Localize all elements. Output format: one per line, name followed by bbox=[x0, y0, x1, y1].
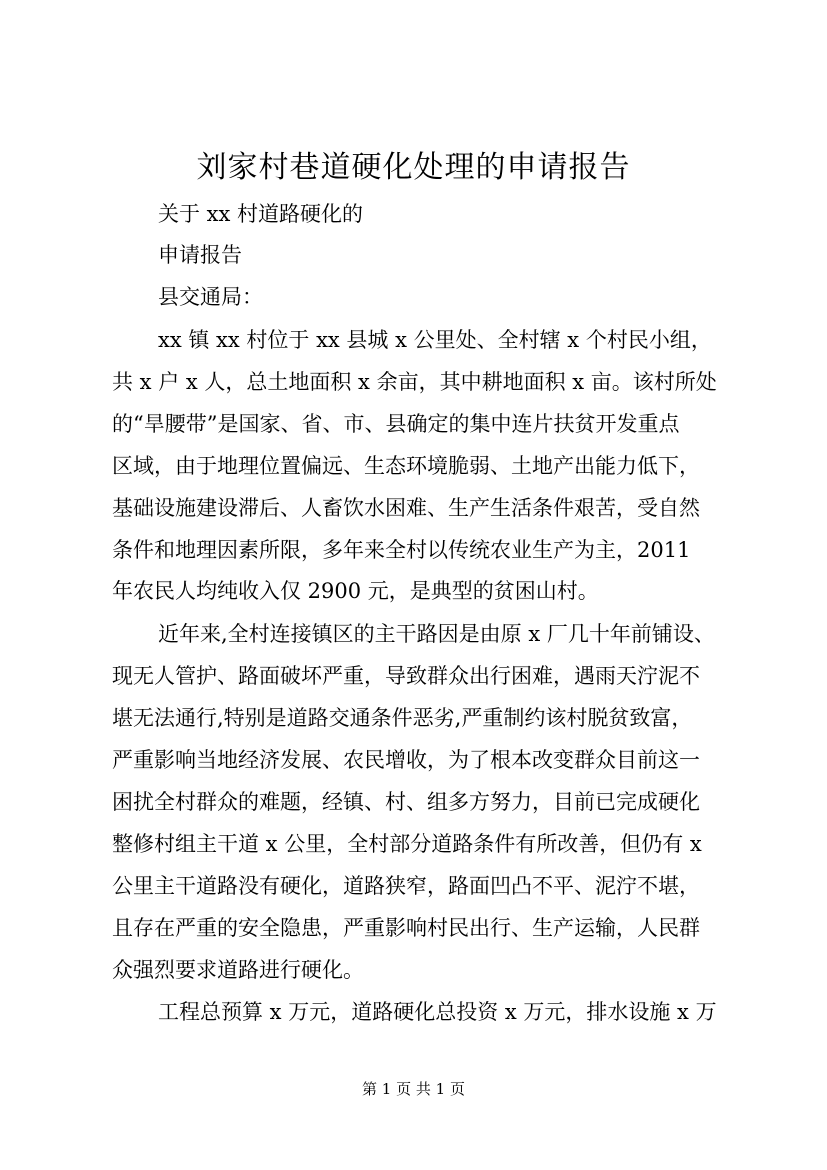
paragraph-1-line-5: 基础设施建设滞后、人畜饮水困难、生产生活条件艰苦，受自然 bbox=[112, 496, 700, 520]
body-line-1: 关于 xx 村道路硬化的 bbox=[158, 202, 364, 226]
page-number-footer: 第 1 页 共 1 页 bbox=[362, 1080, 465, 1098]
body-line-2: 申请报告 bbox=[158, 243, 242, 267]
paragraph-2-line-4: 严重影响当地经济发展、农民增收，为了根本改变群众目前这一 bbox=[112, 748, 700, 772]
paragraph-2-line-6: 整修村组主干道 x 公里，全村部分道路条件有所改善，但仍有 x bbox=[112, 832, 702, 856]
paragraph-2-line-5: 困扰全村群众的难题，经镇、村、组多方努力，目前已完成硬化 bbox=[112, 790, 700, 814]
paragraph-1-line-6: 条件和地理因素所限，多年来全村以传统农业生产为主，2011 bbox=[112, 538, 691, 562]
paragraph-1-line-2: 共 x 户 x 人，总土地面积 x 余亩，其中耕地面积 x 亩。该村所处 bbox=[112, 370, 717, 394]
paragraph-2-line-7: 公里主干道路没有硬化，道路狭窄，路面凹凸不平、泥泞不堪， bbox=[112, 874, 700, 898]
document-title: 刘家村巷道硬化处理的申请报告 bbox=[196, 150, 631, 185]
paragraph-1-line-1: xx 镇 xx 村位于 xx 县城 x 公里处、全村辖 x 个村民小组， bbox=[158, 328, 712, 352]
salutation: 县交通局： bbox=[158, 285, 263, 309]
paragraph-2-line-2: 现无人管护、路面破坏严重，导致群众出行困难，遇雨天泞泥不 bbox=[112, 664, 700, 688]
paragraph-1-line-4: 区域，由于地理位置偏远、生态环境脆弱、土地产出能力低下， bbox=[112, 454, 700, 478]
paragraph-2-line-8: 且存在严重的安全隐患，严重影响村民出行、生产运输，人民群 bbox=[112, 916, 700, 940]
paragraph-2-line-9: 众强烈要求道路进行硬化。 bbox=[112, 958, 364, 982]
paragraph-3-line-1: 工程总预算 x 万元，道路硬化总投资 x 万元，排水设施 x 万 bbox=[158, 1000, 717, 1024]
paragraph-1-line-3: 的“旱腰带”是国家、省、市、县确定的集中连片扶贫开发重点 bbox=[112, 412, 680, 436]
paragraph-2-line-3: 堪无法通行,特别是道路交通条件恶劣,严重制约该村脱贫致富， bbox=[112, 706, 693, 730]
paragraph-1-line-7: 年农民人均纯收入仅 2900 元，是典型的贫困山村。 bbox=[112, 579, 599, 603]
paragraph-2-line-1: 近年来,全村连接镇区的主干路因是由原 x 厂几十年前铺设、 bbox=[158, 622, 715, 646]
